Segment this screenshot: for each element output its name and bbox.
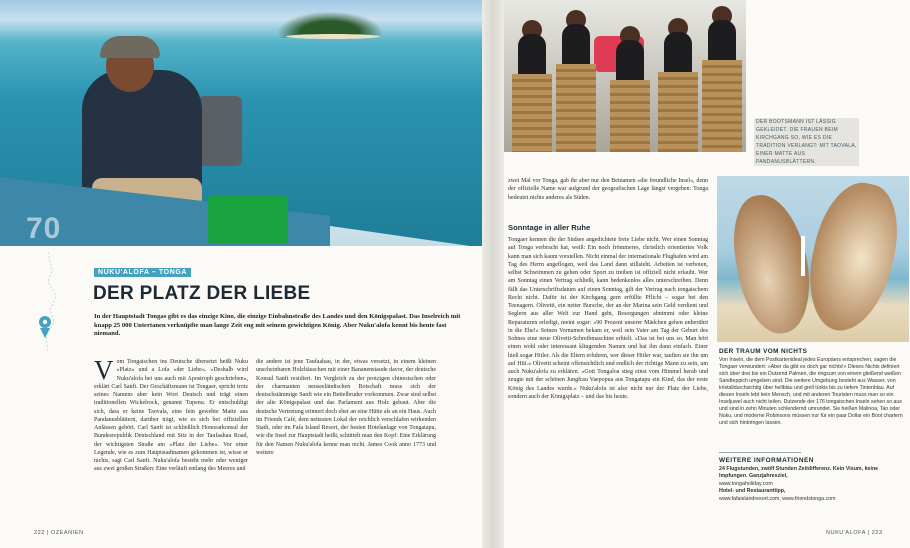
footer-left: 222 | OZEANIEN (34, 530, 84, 536)
woman-figure (512, 34, 552, 152)
footer-right: NUKU'ALOFA | 223 (826, 530, 883, 536)
fuel-can (208, 196, 288, 244)
shell (798, 176, 907, 339)
woman-figure (556, 24, 596, 152)
body-column-3-intro (508, 177, 708, 202)
locator-map (18, 252, 78, 352)
info-tip: Hotel- und Restauranttipp, (719, 488, 786, 495)
lead-paragraph: In der Hauptstadt Tongas gibt es das einzige Kino, die einzige Einbahnstraße des Landes und den Königspalast. Das Inselreich mit knapp 25 000 Untertanen verknüpfte man lange Zeit eng mit seinem gewichtigen König. Aber Nuku'alofa kennt bis heute fast niemand. (94, 313, 461, 338)
boatman-cap (100, 36, 160, 58)
body-text: Tongaer kennen die der Südsee angedichtete freie Liebe nicht. Wer einen Sonntag auf Tonga verbracht hat, weiß: Ein noch frömmeres, christlich orientiertes Volk kann man sich kaum vorstellen. Nicht einmal der internationale Flughafen wird am Tag des Herrn angeflogen, weil das Land dann stillsteht. Arbeiten ist verboten, selbst Schwimmen zu gehen oder Sport zu treiben ist offiziell nicht erlaubt. Wer am Sonntag einen Vertrag schließt, kann bedenkenlos alles unterschreiben. Denn fällt das Unterschriftsdatum auf einen Sonntag, gilt der Vertrag nach tongaischem Recht nicht. Dafür ist der Kirchgang gern erfüllte Pflicht – sogar bei den Teenagern. Olivetti, ein netter Bursche, der an der Marina sein Geld verdient und Seglern aus aller Welt zur Hand geht, Besorgungen abnimmt oder kleine Reparaturen erledigt, meint sogar: »90 Prozent unserer Mädchen gehen unberührt in die Ehe!« Seinen Vornamen bekam er, weil sein Vater am Tag der Geburt des Sohnes eine neue Olivetti-Schreibmaschine erhielt. »Das ist bei uns so. Man hört einen wohl oder interessant klingenden Namen und hat ihn dann einfach. Einer hieß sogar Hitler. Als die Eltern erfuhren, wer dieser Hitler war, tauften sie ihn um auf Hiti.« Olivetti scheint offensichtlich und endlich der richtige Mann zu sein, um auch Nuku'alofa zu erklären. »Gott Tongaloa stieg einst vom Himmel herab und zeugte mit der schönen Jungfrau Vaepopua aus Tongatapu ein Kind, das der erste König des Landes wurde.« Nuku'alofa ist also nicht nur der Platz der Liebe, sondern auch der Königsplatz – und das bis heute. (508, 237, 708, 400)
article-title: DER PLATZ DER LIEBE (93, 283, 311, 304)
body-text: om Tongaischen ins Deutsche übersetzt heißt Nuku »Platz« und a Lofa »der Liebe«. »Deshalb wird Nuku'alofa bei uns auch mit Apostroph geschrieben«, erklärt Carl Sanft. Der Geschäftsmann ist Tongaer, spricht trotz seines Namens aber kein Wort Deutsch und trägt einen traditionellen Wickelrock, genannt Tupenu. Er entschuldigt sich, dass er keine Taovala, eine fein gewebte Matte aus Pandanusblättern, darüber trägt, wie es sich bei offiziellen Anlässen gehört. Carl Sanft ist schließlich Honorarkonsul der Bundesrepublik Deutschland mit Sitz in der Taufaahau Road, der wichtigsten Straße am »Platz der Liebe«. Vor einer Legende, wie es zum Hauptstadtnamen gekommen ist, wisse er nichts, sagt Carl Sanft. Nuku'alofa besteht mehr oder weniger aus zwei großen Straßen: Eine verläuft entlang des Meeres und (94, 359, 248, 473)
island-beach (286, 34, 380, 39)
sidebar-text: Von Inseln, die dem Postkartenideal jedes Europäers entsprechen, sagen die Tongaer verwundert: »Aber da gibt es doch gar nichts!« Dieses Nichts definiert sich über drei bis ein Dutzend Palmen, die ringsum von einem gleißend weißen Sandteppich umgeben sind. Die weitere Umgebung besteht aus Wasser, von kristalldurchsichtig über hellblau und grell türkis bis zu tiefem Tintenblau. Auf diesen Inseln lebt kein Mensch, und mit anderen Touristen muss man so ein Inseljuwel auch nicht teilen. Dutzende der 176 tongaischen Inseln sehen so aus und sind in zehn Minuten schlendernd umrundet. Sie heißen Malinoa, Tao oder Nuku, und moderne Robinsons müssen nur für ein paar Dollar ein Boot chartern und sich hinbringen lassen. (719, 357, 903, 426)
info-facts: 24 Flugstunden, zwölf Stunden Zeitdifferenz. Kein Visum, keine Impfungen. Ganzjahresziel, (719, 466, 879, 480)
body-text: die andere ist jene Taufaahau, in der, etwas versetzt, in einem kleinen unscheinbaren Holzhäuschen mit einer Bananenstaude davor, der deutsche Konsul Sanft residiert. Im Vergleich zu der protzigen chinesischen oder der charmanten neuseeländischen Botschaft muss sich der deutschstämmige Sanft wie ein Bettelbruder vorkommen. Zwar sind selbst der alte Königspalast und das Parlament aus Holz gebaut. Aber die deutsche Vertretung erinnert doch eher an eine Hütte als an ein Haus. Auch im Friends Café, dem nettesten Lokal der reichlich verschlafen wirkenden Stadt, oder im Fafa Island Resort, der besten Hotelanlage von Tongatapu, wie die Insel zur Hauptstadt heißt, schüttelt man den Kopf: Eine Erklärung für den Namen Nuku'alofa kenne man nicht. James Cook anno 1773 und weitere (256, 359, 436, 456)
info-link[interactable]: www.tongaholiday.com (719, 480, 773, 487)
church-women-photo (504, 0, 746, 152)
subheading: Sonntage in aller Ruhe (508, 223, 591, 232)
woman-figure (610, 40, 650, 152)
divider (719, 452, 801, 453)
body-text: zwei Mal vor Tonga, gab ihr aber nur den Beinamen »die freundliche Insel«, denn der offizielle Name war aufgrund der geografischen Lage längst vergeben: Tonga bedeutet nichts anderes als Süden. (508, 178, 708, 201)
woman-figure (658, 32, 698, 152)
sidebar-heading: DER TRAUM VOM NICHTS (719, 348, 808, 355)
photo-page-number: 70 (26, 212, 62, 245)
sailboat (801, 236, 805, 276)
info-heading: WEITERE INFORMATIONEN (719, 457, 814, 464)
body-column-3 (508, 236, 708, 401)
shell-photo (717, 176, 909, 342)
info-box (719, 466, 905, 503)
photo-caption: DER BOOTSMANN IST LÄSSIG GEKLEIDET. DIE FRAUEN BEIM KIRCHGANG SO, WIE ES DIE TRADITION VERLANGT: MIT TAOVALA, EINER MATTE AUS PANDANUSBLÄTTERN. (754, 118, 859, 167)
woman-figure (702, 20, 742, 152)
info-link[interactable]: www.fafaislandresort.com, www.friendstonga.com (719, 495, 836, 502)
kicker: NUKU'ALOFA – TONGA (94, 268, 191, 277)
body-column-2 (256, 358, 436, 457)
gutter (482, 0, 504, 548)
body-column-1 (94, 355, 248, 474)
dropcap: V (94, 355, 114, 385)
outboard-motor (198, 96, 242, 166)
boat-photo (0, 0, 482, 246)
